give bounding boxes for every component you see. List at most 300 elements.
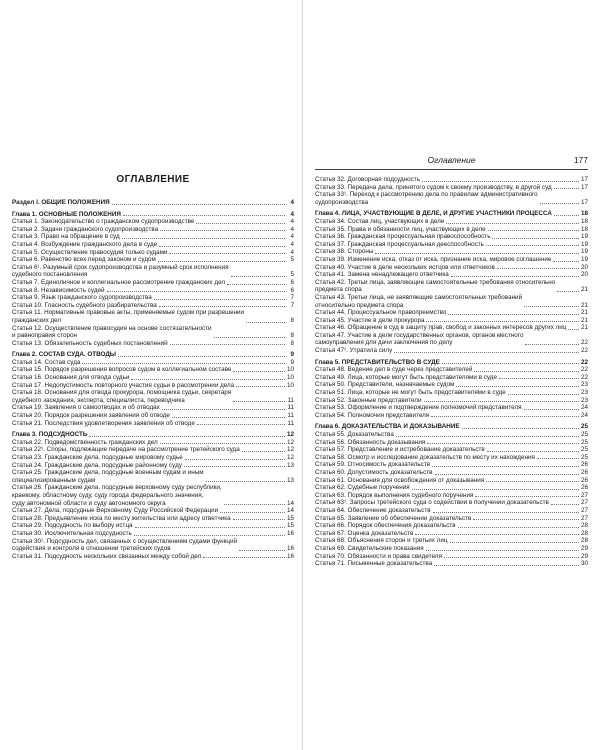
toc-entry-article: [315, 389, 588, 397]
toc-entry-label: Статья 60. Допустимость доказательств: [315, 468, 433, 476]
toc-entry-label: Статья 21. Последствия удовлетворения заявления об отводе: [12, 419, 195, 427]
toc-entry-label: Статья 23. Гражданские дела, подсудные мировому судье: [12, 454, 183, 461]
toc-entry-label: Статья 54. Полномочия представителя: [315, 411, 430, 419]
toc-entry-page: 11: [287, 419, 294, 427]
toc-leader-dots: [122, 238, 285, 239]
toc-entry-page: 6: [290, 286, 294, 294]
toc-entry-page: 21: [580, 324, 588, 332]
toc-entry-page: 26: [580, 468, 588, 476]
toc-leader-dots: [159, 306, 285, 307]
toc-entry-label: Глава 3. ПОДСУДНОСТЬ: [12, 431, 88, 439]
toc-leader-dots: [474, 371, 579, 372]
toc-entry-page: 21: [580, 309, 588, 317]
toc-entry-page: 11: [287, 404, 294, 412]
toc-entry-page: 4: [290, 225, 294, 233]
toc-entry-label: Статья 46. Обращение в суд в защиту прав, свобод и законных интересов других лиц: [315, 324, 567, 332]
toc-leader-dots: [154, 299, 285, 300]
toc-leader-dots: [134, 535, 285, 536]
toc-entry-page: 24: [580, 411, 588, 419]
toc-entry-page: 26: [580, 476, 588, 484]
toc-leader-dots: [236, 386, 285, 387]
toc-entry-page: 4: [290, 233, 294, 241]
toc-leader-dots: [233, 519, 285, 520]
toc-entry-page: 19: [580, 233, 588, 241]
toc-entry-page: 22: [580, 339, 588, 347]
toc-entry-label: Статья 5. Осуществление правосудия только судами: [12, 248, 168, 256]
toc-entry-chapter: [12, 431, 294, 439]
toc-entry-label: Статья 64. Обеспечение доказательств: [315, 506, 431, 514]
toc-entry-page: 28: [580, 537, 588, 545]
toc-leader-dots: [450, 542, 580, 543]
toc-entry-page: 22: [580, 358, 588, 366]
toc-leader-dots: [118, 356, 285, 357]
toc-entry-label: Глава 6. ДОКАЗАТЕЛЬСТВА И ДОКАЗЫВАНИЕ: [315, 423, 460, 431]
toc-leader-dots: [434, 565, 579, 566]
toc-entry-page: 21: [580, 316, 588, 324]
toc-entry-label: Статья 52. Законные представители: [315, 396, 422, 404]
toc-leader-dots: [451, 276, 579, 277]
toc-entry-article: [315, 553, 588, 561]
toc-entry-article: [315, 537, 588, 545]
toc-entry-label: Статья 8. Независимость судей: [12, 286, 105, 294]
toc-leader-dots: [185, 459, 285, 460]
toc-entry-label: Глава 1. ОСНОВНЫЕ ПОЛОЖЕНИЯ: [12, 210, 121, 218]
toc-entry-label: Статья 63¹. Запросы третейского суда о содействии в получении доказательств: [315, 499, 549, 507]
toc-entry-label: Статья 39. Изменение иска, отказ от иска, признание иска, мировое соглашение: [315, 255, 552, 263]
toc-entry-page: 7: [290, 294, 294, 302]
toc-leader-dots: [394, 352, 579, 353]
toc-entry-label: Статья 20. Порядок разрешения заявления об отводе: [12, 412, 170, 420]
toc-entry-page: 23: [580, 389, 588, 397]
toc-entry-article: [12, 233, 294, 241]
toc-entry-article: [12, 366, 294, 374]
toc-entry-label: Статья 68. Объяснения сторон и третьих лиц: [315, 537, 448, 545]
toc-entry-label: Статья 47¹. Утратила силу: [315, 347, 393, 355]
toc-leader-dots: [214, 337, 285, 338]
toc-entry-page: 26: [580, 461, 588, 469]
toc-entry-page: 18: [580, 225, 588, 233]
toc-leader-dots: [444, 557, 579, 558]
toc-entry-page: 4: [290, 210, 294, 218]
toc-leader-dots: [160, 443, 285, 444]
toc-entry-article: [315, 374, 588, 382]
toc-entry-page: 29: [580, 552, 588, 560]
toc-entry-article: [315, 484, 588, 492]
toc-entry-label: Статья 16. Основания для отвода судьи: [12, 374, 130, 382]
toc-entry-label: Статья 10. Гласность судебного разбирательства: [12, 301, 157, 309]
toc-leader-dots: [537, 458, 579, 459]
toc-entry-page: 19: [580, 240, 588, 248]
toc-entry-page: 12: [286, 438, 294, 446]
toc-entry-page: 17: [580, 198, 588, 206]
toc-entry-label: Глава 5. ПРЕДСТАВИТЕЛЬСТВО В СУДЕ: [315, 358, 440, 366]
toc-entry-label: Статья 45. Участие в деле прокурора: [315, 316, 425, 324]
toc-list-right: [315, 176, 588, 568]
toc-entry-article: [315, 176, 588, 184]
toc-entry-article: [12, 256, 294, 264]
toc-entry-article: [315, 454, 588, 462]
toc-entry-label: Статья 36. Гражданская процессуальная правоспособность: [315, 233, 491, 241]
toc-entry-page: 6: [290, 278, 294, 286]
toc-leader-dots: [422, 181, 579, 182]
toc-entry-article: [12, 484, 294, 507]
toc-entry-label: Статья 47. Участие в деле государственных органов, органов местного самоуправления для дачи заключения по делу: [315, 331, 524, 347]
toc-entry-label: Статья 69. Свидетельские показания: [315, 544, 424, 552]
toc-entry-page: 13: [286, 461, 294, 469]
toc-entry-article: [315, 499, 588, 507]
toc-entry-article: [315, 256, 588, 264]
toc-entry-label: Статья 12. Осуществление правосудия на основе состязательности и равноправия сторон: [12, 324, 212, 340]
toc-leader-dots: [169, 253, 285, 254]
toc-leader-dots: [554, 188, 579, 189]
toc-entry-chapter: [12, 351, 294, 359]
toc-entry-label: Статья 33. Передача дела, принятого судом к своему производству, в другой суд: [315, 183, 552, 191]
toc-leader-dots: [448, 314, 579, 315]
toc-entry-article: [12, 530, 294, 538]
toc-entry-page: 27: [580, 491, 588, 499]
toc-leader-dots: [239, 550, 285, 551]
toc-entry-page: 25: [580, 438, 588, 446]
toc-entry-article: [12, 389, 294, 404]
toc-entry-article: [12, 241, 294, 249]
toc-entry-label: Статья 50. Представители, назначаемые судом: [315, 381, 455, 389]
toc-entry-article: [12, 309, 294, 324]
toc-entry-article: [12, 538, 294, 553]
toc-leader-dots: [487, 451, 579, 452]
toc-entry-page: 19: [580, 248, 588, 256]
toc-leader-dots: [553, 261, 579, 262]
toc-entry-page: 26: [580, 484, 588, 492]
toc-entry-label: Статья 30. Исключительная подсудность: [12, 529, 132, 537]
toc-entry-label: Статья 63. Порядок выполнения судебного поручения: [315, 491, 474, 499]
toc-leader-dots: [442, 363, 579, 364]
toc-entry-article: [315, 271, 588, 279]
toc-entry-label: Статья 71. Письменные доказательства: [315, 560, 433, 568]
toc-leader-dots: [107, 291, 285, 292]
toc-leader-dots: [540, 203, 579, 204]
toc-entry-label: Статья 2. Задачи гражданского судопроизводства: [12, 225, 159, 233]
toc-leader-dots: [497, 268, 579, 269]
toc-leader-dots: [233, 371, 285, 372]
toc-leader-dots: [233, 401, 285, 402]
toc-entry-article: [315, 545, 588, 553]
toc-entry-article: [12, 553, 294, 561]
toc-entry-page: 27: [580, 506, 588, 514]
toc-entry-article: [12, 454, 294, 462]
toc-entry-label: Статья 67. Оценка доказательств: [315, 529, 414, 537]
toc-entry-page: 4: [290, 240, 294, 248]
toc-leader-dots: [486, 481, 579, 482]
toc-entry-article: [315, 431, 588, 439]
toc-entry-label: Статья 41. Замена ненадлежащего ответчика: [315, 271, 449, 279]
toc-entry-page: 5: [290, 271, 294, 279]
toc-entry-article: [12, 264, 294, 279]
toc-entry-label: Статья 15. Порядок разрешения вопросов судом в коллегиальном составе: [12, 366, 232, 374]
toc-leader-dots: [396, 436, 579, 437]
toc-entry-article: [12, 294, 294, 302]
toc-entry-chapter: [315, 210, 588, 218]
right-page: [302, 0, 600, 750]
toc-entry-article: [315, 191, 588, 206]
toc-entry-article: [315, 515, 588, 523]
toc-entry-label: Статья 56. Обязанность доказывания: [315, 438, 426, 446]
toc-entry-label: Статья 33¹. Переход к рассмотрению дела по правилам административного судопроизводства: [315, 191, 538, 206]
toc-leader-dots: [203, 557, 285, 558]
toc-entry-article: [315, 184, 588, 192]
toc-entry-article: [315, 309, 588, 317]
toc-entry-label: Статья 3. Право на обращение в суд: [12, 233, 120, 241]
toc-entry-page: 10: [286, 374, 294, 382]
toc-entry-page: 4: [290, 248, 294, 256]
toc-entry-page: 16: [286, 545, 294, 553]
toc-entry-label: Статья 17. Недопустимость повторного участия судьи в рассмотрении дела: [12, 381, 235, 389]
toc-entry-page: 19: [580, 255, 588, 263]
toc-entry-page: 22: [580, 347, 588, 355]
toc-leader-dots: [158, 261, 285, 262]
toc-leader-dots: [82, 363, 285, 364]
toc-entry-page: 14: [286, 507, 294, 515]
toc-entry-page: 16: [286, 552, 294, 560]
toc-entry-page: 14: [286, 499, 294, 507]
toc-entry-page: 25: [580, 446, 588, 454]
toc-entry-article: [12, 287, 294, 295]
toc-entry-label: Статья 65. Заявление об обеспечении доказательств: [315, 514, 472, 522]
toc-entry-label: Статья 59. Относимость доказательств: [315, 461, 431, 469]
toc-entry-label: Статья 28. Предъявление иска по месту жительства или адресу ответчика: [12, 514, 231, 522]
toc-leader-dots: [557, 291, 579, 292]
toc-leader-dots: [231, 276, 285, 277]
toc-entry-page: 27: [580, 514, 588, 522]
toc-leader-dots: [473, 519, 579, 520]
toc-entry-label: Раздел I. ОБЩИЕ ПОЛОЖЕНИЯ: [12, 199, 110, 206]
toc-entry-page: 16: [286, 529, 294, 537]
toc-entry-page: 4: [290, 218, 294, 226]
toc-entry-label: Статья 58. Осмотр и исследование доказательств по месту их нахождения: [315, 453, 535, 461]
toc-leader-dots: [456, 386, 579, 387]
toc-entry-label: Статья 4. Возбуждение гражданского дела в суде: [12, 240, 158, 248]
toc-entry-page: 25: [580, 431, 588, 438]
toc-entry-article: [12, 462, 294, 470]
toc-leader-dots: [162, 409, 285, 410]
toc-entry-article: [12, 507, 294, 515]
toc-entry-label: Статья 51. Лица, которые не могут быть представителями в суде: [315, 389, 506, 397]
toc-entry-label: Глава 4. ЛИЦА, УЧАСТВУЮЩИЕ В ДЕЛЕ, И ДРУГИЕ УЧАСТНИКИ ПРОЦЕССА: [315, 210, 552, 218]
toc-entry-article: [12, 325, 294, 340]
toc-entry-page: 12: [286, 446, 294, 454]
toc-leader-dots: [112, 204, 285, 205]
toc-entry-page: 8: [290, 316, 294, 324]
toc-entry-page: 10: [286, 366, 294, 374]
toc-entry-label: Статья 53. Оформление и подтверждение полномочий представителя: [315, 404, 522, 412]
toc-entry-page: 9: [290, 358, 294, 366]
toc-entry-page: 12: [286, 431, 294, 439]
toc-entry-label: Статья 34. Состав лиц, участвующих в деле: [315, 217, 445, 225]
toc-leader-dots: [123, 215, 285, 216]
toc-leader-dots: [160, 230, 285, 231]
toc-leader-dots: [242, 451, 285, 452]
toc-leader-dots: [427, 443, 579, 444]
toc-entry-page: 10: [286, 381, 294, 389]
toc-leader-dots: [462, 428, 579, 429]
toc-leader-dots: [415, 534, 579, 535]
toc-leader-dots: [412, 489, 579, 490]
toc-leader-dots: [89, 436, 285, 437]
toc-entry-label: Статья 38. Стороны: [315, 248, 374, 256]
toc-entry-page: 21: [580, 286, 588, 294]
toc-leader-dots: [524, 409, 579, 410]
toc-entry-label: Статья 31. Подсудность нескольких связанных между собой дел: [12, 552, 202, 560]
toc-leader-dots: [508, 394, 579, 395]
toc-entry-page: 9: [290, 351, 294, 359]
toc-leader-dots: [131, 379, 285, 380]
toc-entry-article: [315, 218, 588, 226]
toc-entry-page: 15: [286, 514, 294, 522]
toc-entry-label: Статья 40. Участие в деле нескольких истцов или ответчиков: [315, 263, 495, 271]
toc-entry-page: 24: [580, 404, 588, 412]
toc-entry-article: [12, 218, 294, 226]
toc-leader-dots: [492, 238, 579, 239]
toc-leader-dots: [446, 223, 579, 224]
toc-leader-dots: [246, 322, 285, 323]
toc-entry-article: [12, 374, 294, 382]
toc-entry-label: Статья 6¹. Разумный срок судопроизводства и разумный срок исполнения судебного постановления: [12, 263, 229, 279]
toc-entry-label: Статья 43. Третьи лица, не заявляющие самостоятельных требований относительно предмета спора: [315, 293, 523, 309]
toc-entry-label: Статья 49. Лица, которые могут быть представителями в суде: [315, 373, 497, 381]
toc-entry-label: Статья 55. Доказательства: [315, 431, 394, 438]
toc-leader-dots: [172, 417, 285, 418]
toc-leader-dots: [135, 527, 285, 528]
toc-entry-page: 30: [580, 560, 588, 568]
toc-entry-page: 25: [580, 453, 588, 461]
toc-title: ОГЛАВЛЕНИЕ: [116, 174, 190, 185]
toc-entry-page: 20: [580, 271, 588, 279]
toc-entry-article: [12, 420, 294, 428]
toc-entry-article: [315, 248, 588, 256]
toc-entry-label: Статья 30¹. Подсудность дел, связанных с осуществлением судами функций содействия и контроля в отношении третейских судов: [12, 537, 238, 553]
toc-entry-label: Статья 42. Третьи лица, заявляющие самостоятельные требования относительно предмета спора: [315, 278, 556, 294]
toc-entry-page: 17: [580, 176, 588, 183]
toc-leader-dots: [196, 223, 285, 224]
toc-entry-page: 23: [580, 396, 588, 404]
toc-entry-label: Статья 22. Подведомственность гражданских дел: [12, 438, 158, 446]
toc-entry-article: [315, 279, 588, 294]
toc-leader-dots: [227, 284, 285, 285]
toc-leader-dots: [426, 550, 579, 551]
toc-entry-label: Статья 19. Заявления о самоотводах и об отводах: [12, 404, 160, 412]
running-title: Оглавление: [427, 155, 476, 165]
toc-leader-dots: [458, 527, 579, 528]
toc-entry-page: 8: [290, 332, 294, 340]
toc-entry-page: 29: [580, 544, 588, 552]
toc-leader-dots: [197, 424, 285, 425]
toc-entry-article: [12, 446, 294, 454]
toc-entry-page: 27: [580, 499, 588, 507]
toc-entry-label: Статья 32. Договорная подсудность: [315, 176, 420, 183]
toc-entry-label: Статья 22¹. Споры, подлежащие передаче на рассмотрение третейского суда: [12, 446, 240, 454]
toc-entry-label: Статья 27. Дела, подсудные Верховному Суду Российской Федерации: [12, 507, 219, 515]
toc-entry-label: Статья 29. Подсудность по выбору истца: [12, 522, 133, 530]
toc-entry-section: [12, 199, 294, 207]
toc-entry-page: 4: [290, 199, 294, 206]
toc-entry-page: 17: [580, 183, 588, 191]
toc-entry-article: [315, 347, 588, 355]
toc-leader-dots: [433, 512, 579, 513]
toc-leader-dots: [486, 245, 579, 246]
toc-leader-dots: [435, 474, 579, 475]
toc-entry-page: 13: [286, 476, 294, 484]
toc-entry-page: 18: [580, 210, 588, 218]
toc-entry-page: 11: [287, 412, 294, 420]
toc-entry-article: [12, 302, 294, 310]
toc-entry-article: [315, 381, 588, 389]
toc-entry-article: [12, 522, 294, 530]
toc-entry-label: Статья 37. Гражданская процессуальная дееспособность: [315, 240, 484, 248]
toc-entry-page: 25: [580, 423, 588, 431]
toc-entry-article: [12, 340, 294, 348]
toc-entry-page: 28: [580, 529, 588, 537]
toc-entry-article: [315, 469, 588, 477]
toc-entry-article: [12, 404, 294, 412]
toc-entry-label: Статья 7. Единоличное и коллегиальное рассмотрение гражданских дел: [12, 278, 226, 286]
toc-leader-dots: [568, 329, 579, 330]
toc-leader-dots: [220, 512, 285, 513]
toc-entry-article: [315, 461, 588, 469]
toc-entry-article: [315, 233, 588, 241]
toc-entry-page: 15: [286, 522, 294, 530]
toc-entry-page: 22: [580, 366, 588, 374]
page-number: 177: [573, 155, 588, 165]
toc-entry-label: Статья 70. Обязанности и права свидетеля: [315, 552, 442, 560]
toc-entry-label: Статья 9. Язык гражданского судопроизводства: [12, 294, 152, 302]
toc-entry-label: Статья 1. Законодательство о гражданском судопроизводстве: [12, 218, 195, 226]
toc-entry-label: Статья 26. Гражданские дела, подсудные верховному суду республики, краевому, областному суду, суду города федерального значения, суду автономной области и суду автономного округа: [12, 484, 222, 507]
toc-leader-dots: [426, 321, 579, 322]
toc-entry-article: [315, 294, 588, 309]
toc-entry-label: Статья 11. Нормативные правовые акты, применяемые судом при разрешении гражданских дел: [12, 309, 245, 324]
toc-entry-label: Статья 24. Гражданские дела, подсудные районному суду: [12, 461, 182, 469]
toc-entry-label: Статья 48. Ведение дел в суде через представителей: [315, 366, 473, 374]
toc-leader-dots: [431, 416, 579, 417]
toc-entry-article: [12, 412, 294, 420]
toc-entry-article: [12, 249, 294, 257]
toc-leader-dots: [224, 504, 285, 505]
toc-leader-dots: [554, 215, 579, 216]
toc-entry-article: [315, 446, 588, 454]
toc-entry-page: 12: [286, 454, 294, 461]
toc-entry-page: 23: [580, 381, 588, 389]
toc-entry-article: [315, 522, 588, 530]
toc-entry-label: Статья 62. Судебные поручения: [315, 484, 410, 492]
toc-entry-label: Статья 14. Состав суда: [12, 358, 81, 366]
toc-list-left: [12, 199, 294, 560]
toc-entry-label: Статья 66. Порядок обеспечения доказательств: [315, 522, 456, 530]
toc-entry-page: 18: [580, 217, 588, 225]
toc-entry-label: Статья 57. Представление и истребование доказательств: [315, 446, 485, 454]
toc-entry-article: [315, 324, 588, 332]
toc-leader-dots: [375, 253, 579, 254]
toc-leader-dots: [475, 496, 579, 497]
toc-leader-dots: [524, 306, 579, 307]
toc-leader-dots: [499, 378, 579, 379]
toc-entry-article: [12, 279, 294, 287]
toc-entry-page: 20: [580, 263, 588, 271]
toc-entry-label: Статья 18. Основания для отвода прокурора, помощника судьи, секретаря судебного заседания, эксперта, специалиста, переводчика: [12, 389, 232, 404]
toc-entry-page: 11: [287, 396, 294, 404]
toc-leader-dots: [206, 481, 285, 482]
toc-leader-dots: [525, 344, 579, 345]
toc-entry-article: [12, 359, 294, 367]
toc-entry-article: [315, 560, 588, 568]
